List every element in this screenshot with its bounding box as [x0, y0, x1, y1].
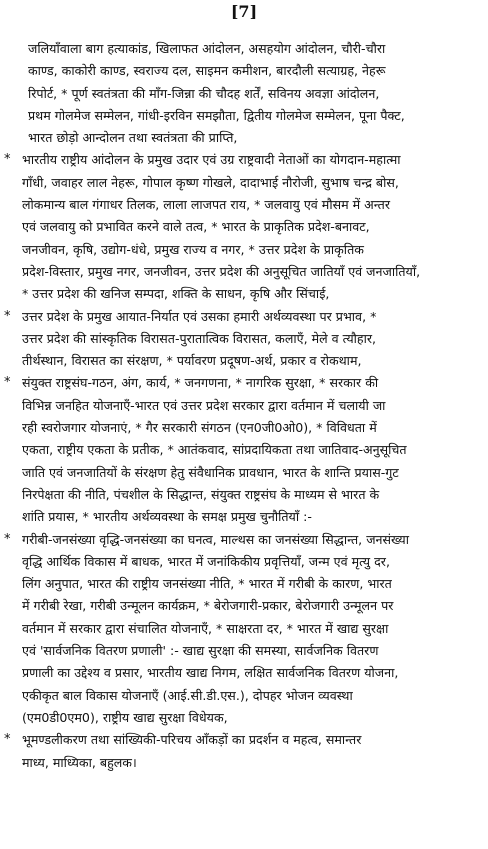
text-line: * उत्तर प्रदेश की खनिज सम्पदा, शक्ति के साधन, कृषि और सिंचाई,: [22, 286, 330, 302]
text-line: वृद्धि आर्थिक विकास में बाधक, भारत में जनांकिकीय प्रवृत्तियाँ, जन्म एवं मृत्यु दर,: [22, 553, 390, 569]
text-line: लिंग अनुपात, भारत की राष्ट्रीय जनसंख्या नीति, * भारत में गरीबी के कारण, भारत: [22, 576, 392, 592]
text-line: गरीबी-जनसंख्या वृद्धि-जनसंख्या का घनत्व, माल्थस का जनसंख्या सिद्धान्त, जनसंख्या: [22, 531, 409, 547]
text-line: एवं 'सार्वजनिक वितरण प्रणाली' :- खाद्य सुरक्षा की समस्या, सार्वजनिक वितरण: [22, 643, 379, 659]
text-line: विभिन्न जनहित योजनाएँ-भारत एवं उत्तर प्रदेश सरकार द्वारा वर्तमान में चलायी जा: [22, 397, 386, 413]
bullet-marker: *: [4, 375, 11, 391]
text-line: माध्य, माध्यिका, बहुलक।: [22, 754, 137, 770]
text-line: लोकमान्य बाल गंगाधर तिलक, लाला लाजपत राय, * जलवायु एवं मौसम में अन्तर: [22, 197, 391, 213]
text-line: में गरीबी रेखा, गरीबी उन्मूलन कार्यक्रम, * बेरोजगारी-प्रकार, बेरोजगारी उन्मूलन पर: [22, 598, 394, 614]
paragraph: [0, 38, 488, 149]
text-line: तीर्थस्थान, विरासत का संरक्षण, * पर्यावरण प्रदूषण-अर्थ, प्रकार व रोकथाम,: [22, 353, 362, 369]
paragraph: [0, 306, 488, 373]
text-line: गाँधी, जवाहर लाल नेहरू, गोपाल कृष्ण गोखले, दादाभाई नौरोजी, सुभाष चन्द्र बोस,: [22, 174, 399, 190]
bullet-marker: *: [4, 531, 11, 547]
text-line: प्रथम गोलमेज सम्मेलन, गांधी-इरविन समझौता, द्वितीय गोलमेज सम्मेलन, पूना पैक्ट,: [28, 107, 405, 123]
text-line: शांति प्रयास, * भारतीय अर्थव्यवस्था के समक्ष प्रमुख चुनौतियाँ :-: [22, 509, 312, 525]
text-line: रही स्वरोजगार योजनाएं, * गैर सरकारी संगठन (एन0जी0ओ0), * विविधता में: [22, 420, 377, 436]
bullet-marker: *: [4, 152, 11, 168]
text-line: एकीकृत बाल विकास योजनाएँ (आई.सी.डी.एस.), दोपहर भोजन व्यवस्था: [22, 687, 353, 703]
text-line: संयुक्त राष्ट्रसंघ-गठन, अंग, कार्य, * जनगणना, * नागरिक सुरक्षा, * सरकार की: [22, 375, 379, 391]
text-line: उत्तर प्रदेश के प्रमुख आयात-निर्यात एवं उसका हमारी अर्थव्यवस्था पर प्रभाव, *: [22, 308, 377, 324]
text-line: (एम0डी0एम0), राष्ट्रीय खाद्य सुरक्षा विधेयक,: [22, 709, 228, 725]
text-line: प्रणाली का उद्देश्य व प्रसार, भारतीय खाद्य निगम, लक्षित सार्वजनिक वितरण योजना,: [22, 665, 399, 681]
text-line: जनजीवन, कृषि, उद्योग-धंधे, प्रमुख राज्य व नगर, * उत्तर प्रदेश के प्राकृतिक: [22, 241, 364, 257]
text-line: भूमण्डलीकरण तथा सांख्यिकी-परिचय आँकड़ों का प्रदर्शन व महत्व, समान्तर: [22, 732, 362, 748]
paragraph: [0, 529, 488, 730]
text-line: भारतीय राष्ट्रीय आंदोलन के प्रमुख उदार एवं उग्र राष्ट्रवादी नेताओं का योगदान-महात्मा: [22, 152, 401, 168]
text-line: वर्तमान में सरकार द्वारा संचालित योजनाएँ, * साक्षरता दर, * भारत में खाद्य सुरक्षा: [22, 620, 389, 636]
syllabus-text: [0, 38, 488, 774]
bullet-marker: *: [4, 732, 11, 748]
text-line: जलियाँवाला बाग हत्याकांड, खिलाफत आंदोलन, असहयोग आंदोलन, चौरी-चौरा: [28, 41, 386, 56]
page-number: [7]: [230, 2, 258, 21]
text-line: भारत छोड़ो आन्दोलन तथा स्वतंत्रता की प्राप्ति,: [28, 130, 238, 146]
text-line: जाति एवं जनजातियों के संरक्षण हेतु संवैधानिक प्रावधान, भारत के शान्ति प्रयास-गुट: [22, 464, 399, 480]
paragraph: [0, 149, 488, 305]
text-line: एकता, राष्ट्रीय एकता के प्रतीक, * आतंकवाद, सांप्रदायिकता तथा जातिवाद-अनुसूचित: [22, 442, 407, 458]
paragraph: [0, 729, 488, 774]
text-line: काण्ड, काकोरी काण्ड, स्वराज्य दल, साइमन कमीशन, बारदौली सत्याग्रह, नेहरू: [28, 63, 386, 79]
text-line: रिपोर्ट, * पूर्ण स्वतंत्रता की माँग-जिन्ना की चौदह शर्तें, सविनय अवज्ञा आंदोलन,: [28, 85, 380, 101]
text-line: एवं जलवायु को प्रभावित करने वाले तत्व, * भारत के प्राकृतिक प्रदेश-बनावट,: [22, 219, 370, 235]
paragraph: [0, 372, 488, 528]
text-line: निरपेक्षता की नीति, पंचशील के सिद्धान्त, संयुक्त राष्ट्रसंघ के माध्यम से भारत के: [22, 486, 380, 502]
bullet-marker: *: [4, 308, 11, 324]
text-line: उत्तर प्रदेश की सांस्कृतिक विरासत-पुरातात्विक विरासत, कलाएँ, मेले व त्यौहार,: [22, 330, 376, 346]
text-line: प्रदेश-विस्तार, प्रमुख नगर, जनजीवन, उत्तर प्रदेश की अनुसूचित जातियाँ एवं जनजातियाँ,: [22, 263, 421, 279]
